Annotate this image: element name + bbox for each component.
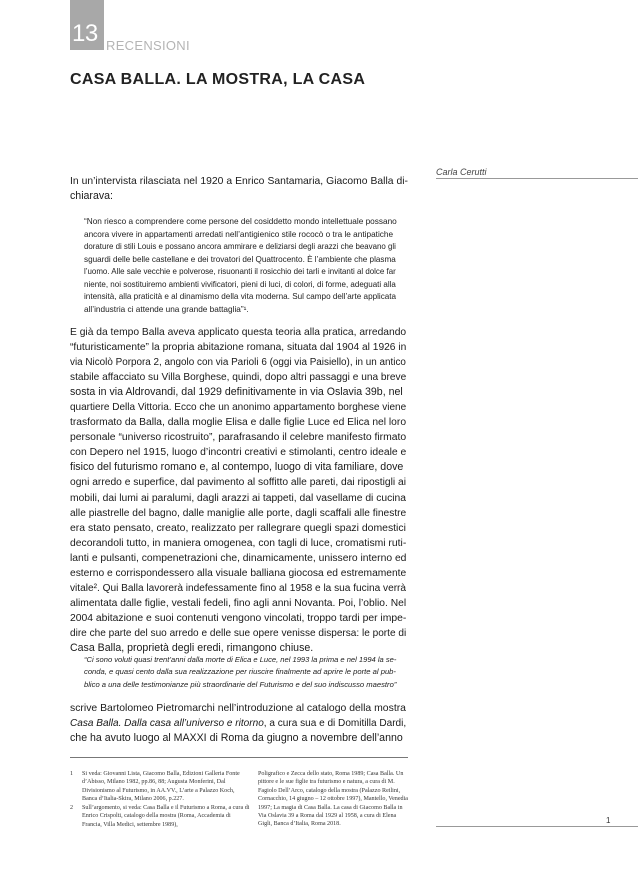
quote-line: niente, noi sostituiremo ambienti vivificatori, pieni di luci, di colori, di forme, adeguati alla bbox=[84, 279, 396, 289]
section-number: 13 bbox=[72, 20, 98, 47]
body-line: esterno e corrispondessero alla visuale balliana giocosa ed estremamente bbox=[70, 567, 407, 579]
quote-line: sguardi delle belle castellane e dei trovatori del Quattrocento. È l’ambiente che plasma bbox=[84, 254, 396, 264]
body-line: personale “universo ricostruito”, parafrasando il celebre manifesto firmato bbox=[70, 432, 407, 444]
page-rule bbox=[436, 826, 638, 827]
quote-line: l’uomo. Alle sale vecchie e polverose, risuonanti il rosicchio dei tarli e invitanti al dolce far bbox=[84, 267, 396, 276]
block-quote-1 bbox=[84, 216, 398, 316]
quote-line: dorature di stili Louis e possano ancora ammirare e deliziarsi degli arazzi che beavano gli bbox=[84, 242, 396, 251]
body-line: E già da tempo Balla aveva applicato questa teoria alla pratica, arredando bbox=[70, 327, 407, 338]
quote-line: intensità, alla praticità e al dinamismo della vita moderna. Sul campo dell’arte applicata bbox=[84, 292, 397, 301]
body-line: Casa Balla, proprietà degli eredi, rimangono chiuse. bbox=[70, 641, 314, 654]
body-line: mobili, dai lumi ai paralumi, dagli arazzi ai tappeti, dal vasellame di cucina bbox=[70, 492, 406, 504]
quote-line: ancora vivere in appartamenti arredati nell’antigienico stile rococò o tra le antipatiche bbox=[84, 229, 394, 239]
closing-line: scrive Bartolomeo Pietromarchi nell’introduzione al catalogo della mostra bbox=[70, 703, 406, 714]
article-title: CASA BALLA. LA MOSTRA, LA CASA bbox=[70, 71, 366, 88]
author-rule bbox=[436, 178, 638, 179]
footnote-rule bbox=[70, 757, 408, 758]
catalog-title: Casa Balla. Dalla casa all’universo e ritorno bbox=[70, 718, 264, 730]
body-line: lanti e pulsanti, compenetrazioni che, dinamicamente, unissero interno ed bbox=[70, 552, 407, 564]
body-line: 2004 abitazione e suoi contenuti vengono vincolati, troppo tardi per impe- bbox=[70, 612, 407, 624]
closing-paragraph bbox=[70, 701, 408, 746]
footnote-text: Sull’argomento, si veda: Casa Balla e il Futurismo a Roma, a cura di Enrico Crispolti, catalogo della mostra (Roma, Accademia di Francia, Villa Medici, settembre 1989), bbox=[82, 805, 250, 828]
body-line: ogni arredo e superfice, dal pavimento al soffitto alle pareti, dai ripostigli ai bbox=[70, 477, 406, 489]
intro-line: In un’intervista rilasciata nel 1920 a Enrico Santamaria, Giacomo Balla di- bbox=[70, 176, 408, 187]
body-line: “futuristicamente” la propria abitazione romana, situata dal 1904 al 1926 in bbox=[70, 342, 407, 354]
quote-line: “Ci sono voluti quasi trent’anni dalla morte di Elica e Luce, nel 1993 la prima e nel 1994 la se- bbox=[84, 655, 397, 664]
footnote-number: 2 bbox=[70, 805, 74, 811]
footnote-text: Si veda: Giovanni Lista, Giacomo Balla, Edizioni Galleria Fonte d’Abisso, Milano 1982, pp.86, 88; Augusta Monferini, Dal Divisionismo al Futurismo, in AA.VV., L’arte a Palazzo Koch, Banca d’Italia-Skira, Milano 2006, p.227. bbox=[82, 771, 240, 803]
intro-line: chiarava: bbox=[70, 190, 113, 203]
body-paragraph bbox=[70, 325, 408, 656]
quote-line: all’industria ci attende una grande battaglia”¹. bbox=[84, 304, 249, 314]
closing-line-rest: , a cura sua e di Domitilla Dardi, bbox=[263, 718, 407, 730]
author-name: Carla Cerutti bbox=[436, 167, 487, 177]
body-line: quartiere Della Vittoria. Ecco che un anonimo appartamento borghese viene bbox=[70, 402, 407, 414]
body-line: via Nicolò Porpora 2, angolo con via Parioli 6 (oggi via Paisiello), in un antico bbox=[70, 357, 406, 369]
body-line: alle piastrelle del bagno, dalle maniglie alle porte, dagli scaffali alle finestre bbox=[70, 507, 407, 519]
footnote-2-continued: Poligrafico e Zecca dello stato, Roma 1989; Casa Balla. Un pittore e le sue figlie tra futurismo e natura, a cura di M. Fagiolo Dell’Arco, catalogo della mostra (Palazzo Reilini, Cornacchio, 14 giugno – 12 ottobre 1997), Mantello, Venedia 1997; La magia di Casa Balla. La casa di Giacomo Balla in Via Oslavia 39 a Roma dal 1929 al 1958, a cura di Elena Gigli, Banca d’Italia, Roma 2018. bbox=[258, 771, 409, 828]
quote-line: blico a una delle testimonianze più straordinarie del Futurismo e del suo indiscusso maestro” bbox=[84, 679, 397, 689]
page-number: 1 bbox=[606, 816, 611, 825]
body-line: alimentata dalle figlie, vestali fedeli, fino agli anni Novanta. Poi, l’oblio. Nel bbox=[70, 597, 407, 609]
body-line: era stato pensato, creato, realizzato per rallegrare quegli spazi domestici bbox=[70, 522, 406, 534]
footnote-number: 1 bbox=[70, 771, 74, 777]
footnote-1 bbox=[70, 770, 250, 804]
intro-paragraph bbox=[70, 174, 408, 204]
block-quote-2 bbox=[84, 654, 398, 691]
section-label: RECENSIONI bbox=[106, 38, 190, 53]
body-line: con Depero nel 1915, luogo d’incontri creativi e stimolanti, centro ideale e bbox=[70, 447, 407, 459]
body-line: dire che parte del suo arredo e delle sue opere venisse dispersa: le porte di bbox=[70, 627, 407, 639]
body-line: decorandoli tutto, in maniera omogenea, con tagli di luce, cromatismi ruti- bbox=[70, 537, 407, 549]
body-line: sosta in via Aldrovandi, dal 1929 definitivamente in via Oslavia 39b, nel bbox=[70, 386, 403, 399]
quote-line: “Non riesco a comprendere come persone del cosiddetto mondo intellettuale possano bbox=[84, 217, 397, 226]
quote-line: conda, e quasi cento dalla sua realizzazione per riuscire finalmente ad aprire le porte al pub- bbox=[84, 667, 396, 677]
closing-line bbox=[70, 716, 408, 731]
body-line: stabile affacciato su Villa Borghese, quindi, dopo altri passaggi e una breve bbox=[70, 372, 407, 384]
footnote-2 bbox=[70, 804, 250, 834]
body-line: vitale². Qui Balla lavorerà indefessamente fino al 1958 e la sua fucina verrà bbox=[70, 582, 407, 594]
body-line: trasformato da Balla, dalla moglie Elisa e dalle figlie Luce ed Elica nel loro bbox=[70, 417, 407, 429]
closing-line: che ha avuto luogo al MAXXI di Roma da giugno a novembre dell’anno bbox=[70, 732, 403, 745]
body-line: fisico del futurismo romano e, al contempo, luogo di vita familiare, dove bbox=[70, 461, 404, 474]
